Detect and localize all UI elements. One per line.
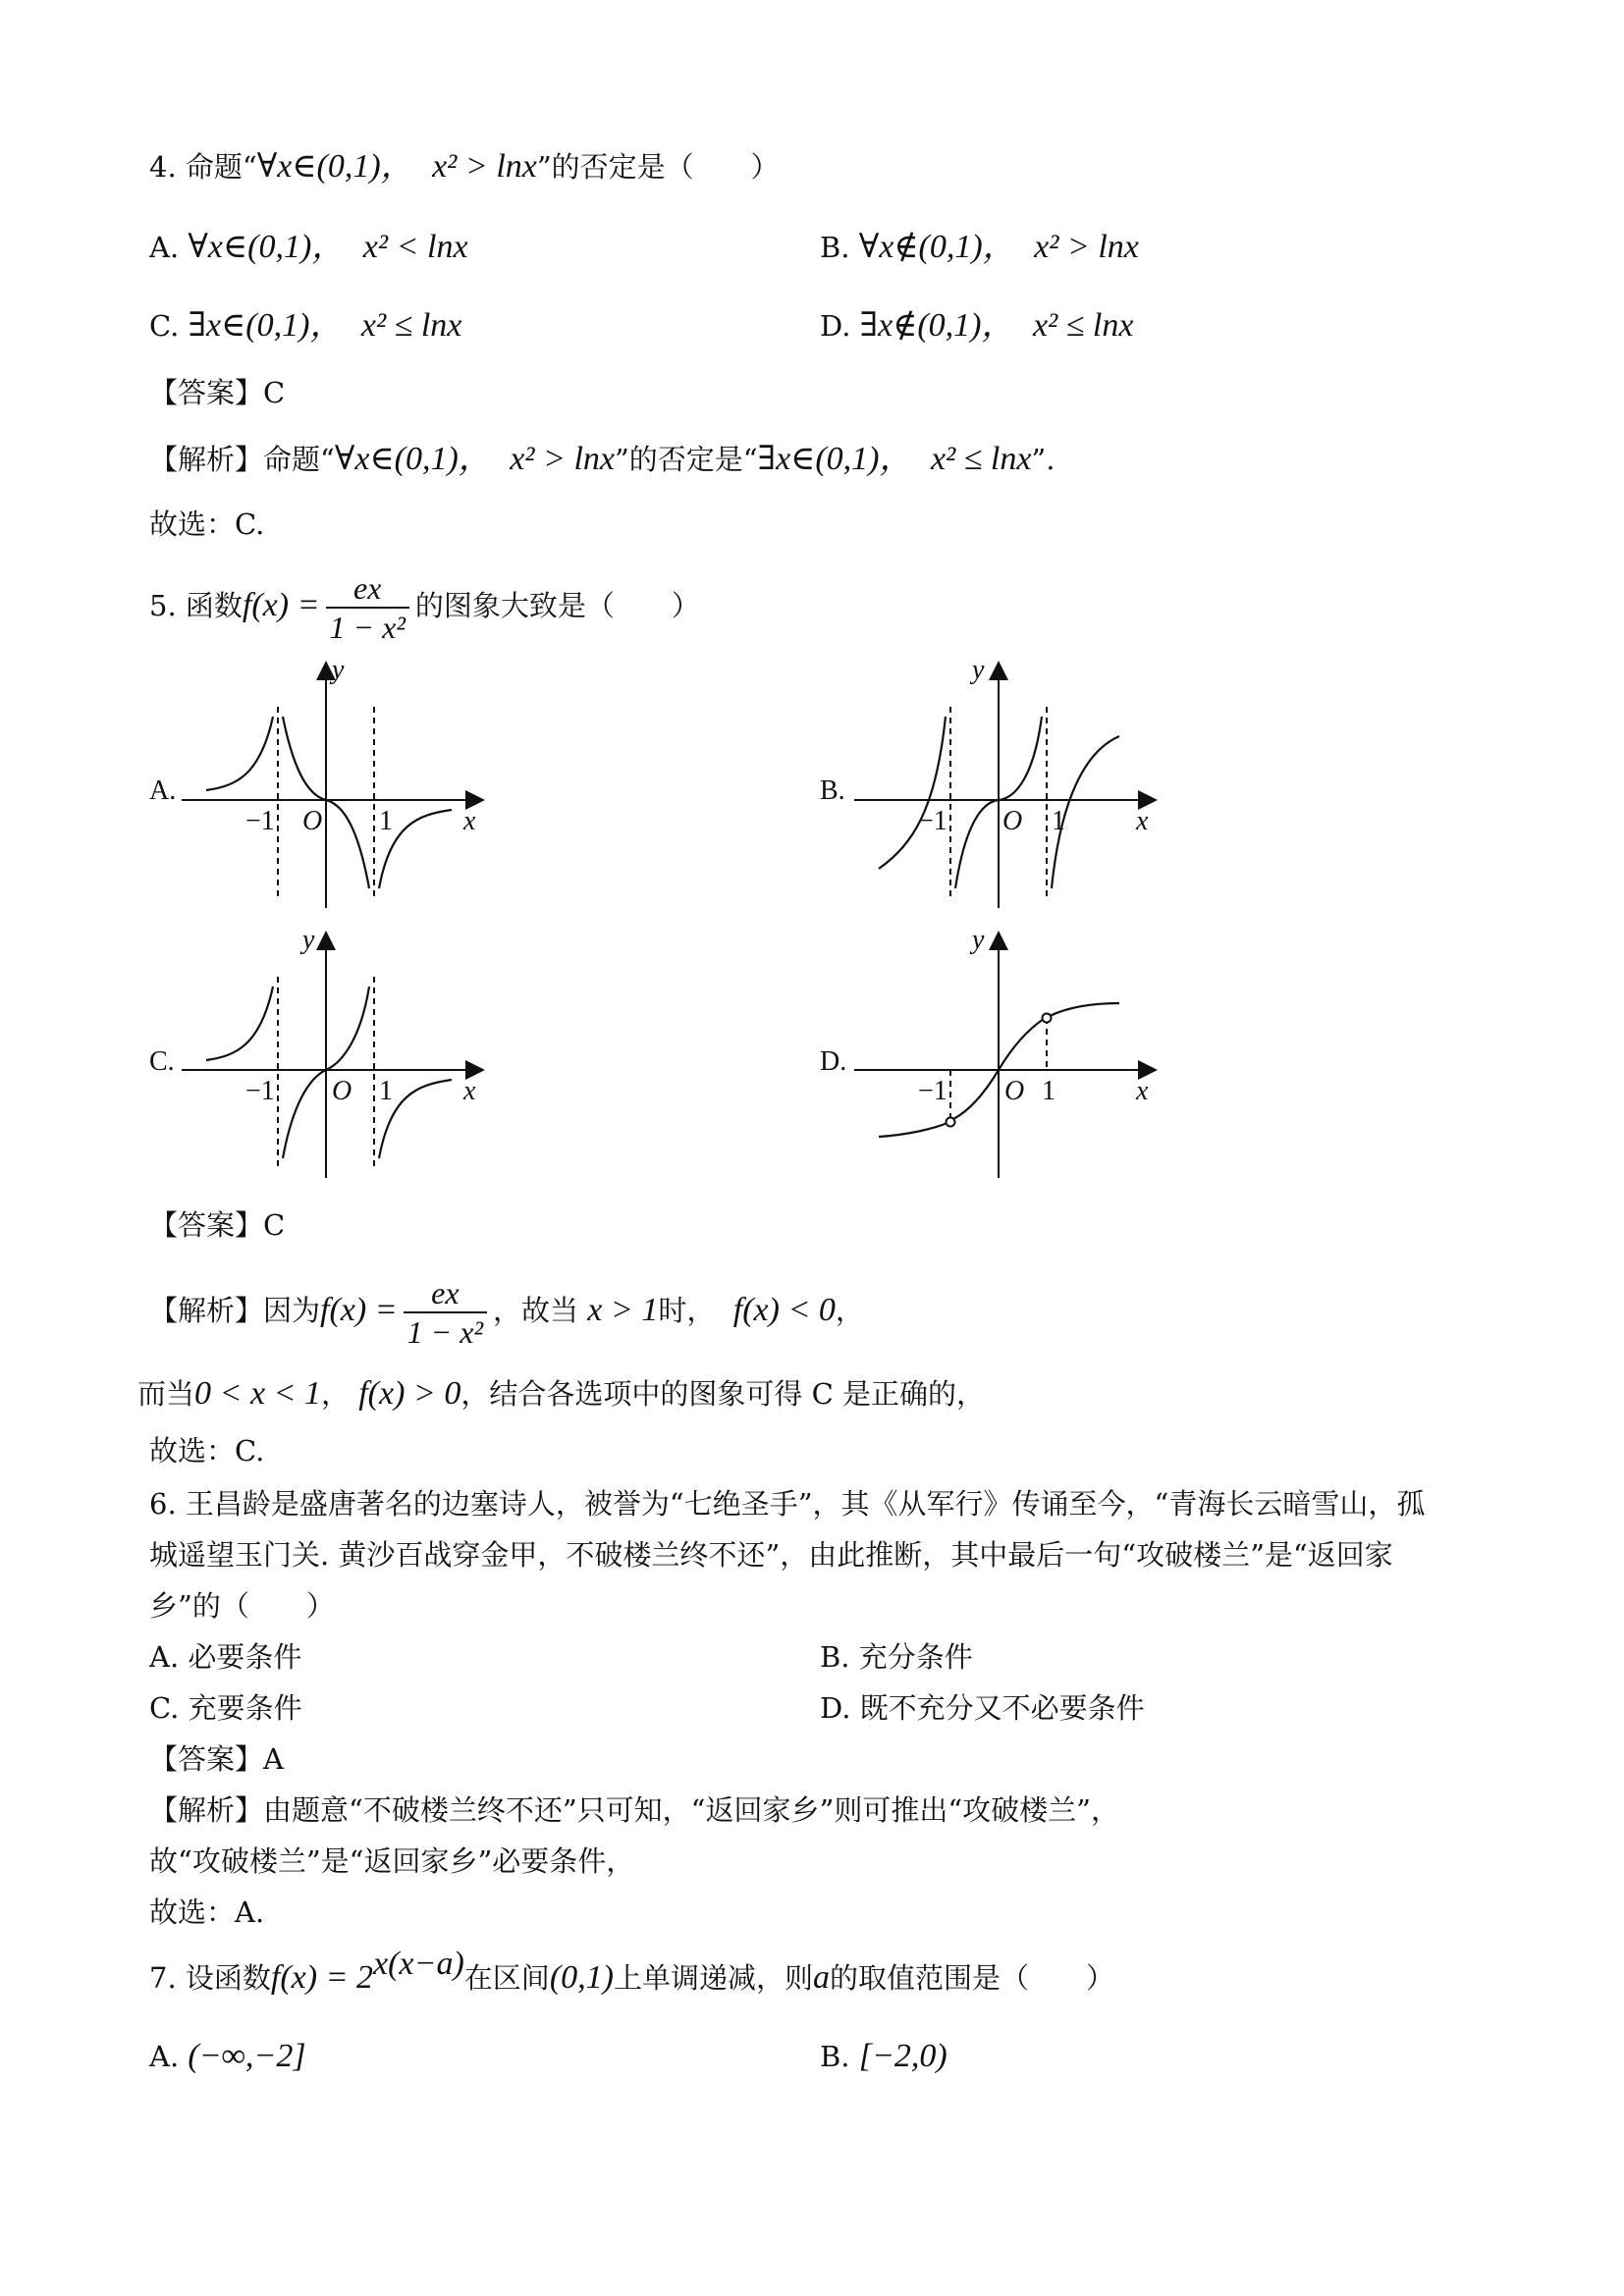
curve-left — [879, 717, 946, 869]
curve-right — [1050, 1003, 1119, 1016]
one-label: 1 — [379, 1076, 393, 1106]
q6-option-d: D. 既不充分又不必要条件 — [820, 1691, 1145, 1725]
q6-option-c: C. 充要条件 — [149, 1691, 302, 1725]
curve-left — [879, 1123, 947, 1137]
origin-label: O — [332, 1076, 352, 1106]
origin-label: O — [1004, 1076, 1025, 1106]
y-label: y — [332, 655, 345, 685]
y-label: y — [972, 925, 985, 955]
neg1-label: −1 — [918, 806, 947, 836]
q5-answer: 【答案】C — [149, 1208, 286, 1242]
q5-analysis-line1: 【解析】因为f(x) = $\frac{ex}{\text{1 − x²}}$ ，故当 x > 1时， f(x) < 0， — [149, 1275, 864, 1350]
q5-fraction: $\frac{ex}{\text{1 − x²}}$ — [326, 569, 409, 646]
curve-left — [206, 717, 273, 790]
q7-option-b: B. [−2,0) — [820, 2038, 947, 2074]
q4-choose: 故选：C. — [149, 507, 265, 541]
q5-option-c-label: C. — [149, 1046, 175, 1077]
q4-analysis: 【解析】命题“∀x∈(0,1)， x² > lnx”的否定是“∃x∈(0,1)， x² ≤ lnx”. — [149, 441, 1056, 477]
open-point-left — [947, 1118, 955, 1127]
y-label: y — [972, 655, 985, 685]
q6-option-a: A. 必要条件 — [149, 1640, 302, 1674]
q7-option-a: A. (−∞,−2] — [149, 2038, 306, 2074]
x-label: x — [1136, 806, 1149, 836]
one-label: 1 — [1042, 1076, 1056, 1106]
q4-option-a: A. ∀x∈(0,1)， x² < lnx — [149, 229, 468, 265]
x-label: x — [1136, 1076, 1149, 1106]
q5-graph-d — [849, 923, 1173, 1188]
neg1-label: −1 — [245, 1076, 275, 1106]
q6-stem-line2: 城遥望玉门关. 黄沙百战穿金甲，不破楼兰终不还”，由此推断，其中最后一句“攻破楼兰”是“返回家 — [149, 1538, 1393, 1572]
origin-label: O — [302, 806, 323, 836]
q4-answer: 【答案】C — [149, 376, 286, 409]
q6-choose: 故选：A. — [149, 1896, 265, 1929]
q4-option-d: D. ∃x∉(0,1)， x² ≤ lnx — [820, 307, 1134, 344]
q5-stem: 5. 函数f(x) = $\frac{ex}{\text{1 − x²}}$ 的图象大致是（ ） — [149, 570, 700, 645]
q6-answer: 【答案】A — [149, 1742, 284, 1776]
q5-analysis-fraction: $\frac{ex}{\text{1 − x²}}$ — [404, 1274, 487, 1351]
x-label: x — [463, 806, 476, 836]
q5-analysis-line2: 而当0 < x < 1， f(x) > 0，结合各选项中的图象可得 C 是正确的， — [137, 1375, 985, 1412]
q6-option-b: B. 充分条件 — [820, 1640, 973, 1674]
curve-left — [206, 987, 273, 1060]
q6-stem-line3: 乡”的（ ） — [149, 1589, 335, 1623]
neg1-label: −1 — [245, 806, 275, 836]
q5-graph-c — [177, 923, 501, 1188]
x-label: x — [463, 1076, 476, 1106]
q5-option-a-label: A. — [149, 775, 177, 806]
neg1-label: −1 — [918, 1076, 947, 1106]
q4-option-b: B. ∀x∉(0,1)， x² > lnx — [820, 229, 1139, 265]
origin-label: O — [1002, 806, 1023, 836]
q5-option-d-label: D. — [820, 1046, 847, 1077]
y-label: y — [302, 925, 315, 955]
one-label: 1 — [379, 806, 393, 836]
q5-graph-b — [849, 653, 1173, 918]
q5-option-b-label: B. — [820, 775, 845, 806]
q5-choose: 故选：C. — [149, 1434, 265, 1468]
open-point-right — [1043, 1014, 1052, 1023]
q6-analysis-line2: 故“攻破楼兰”是“返回家乡”必要条件， — [149, 1844, 635, 1878]
q6-stem-line1: 6. 王昌龄是盛唐著名的边塞诗人，被誉为“七绝圣手”，其《从军行》传诵至今，“青海长云暗雪山，孤 — [149, 1487, 1426, 1521]
q5-graph-a — [177, 653, 501, 918]
q7-stem: 7. 设函数$f(x) = 2^{x(x-a)}$在区间(0,1)上单调递减，则a的取值范围是（ ） — [149, 1946, 1114, 1996]
q4-stem: 4. 命题“∀x∈(0,1)， x² > lnx”的否定是（ ） — [149, 148, 780, 185]
one-label: 1 — [1052, 806, 1065, 836]
q6-analysis-line1: 【解析】由题意“不破楼兰终不还”只可知，“返回家乡”则可推出“攻破楼兰”， — [149, 1793, 1119, 1827]
q4-option-c: C. ∃x∈(0,1)， x² ≤ lnx — [149, 307, 462, 344]
